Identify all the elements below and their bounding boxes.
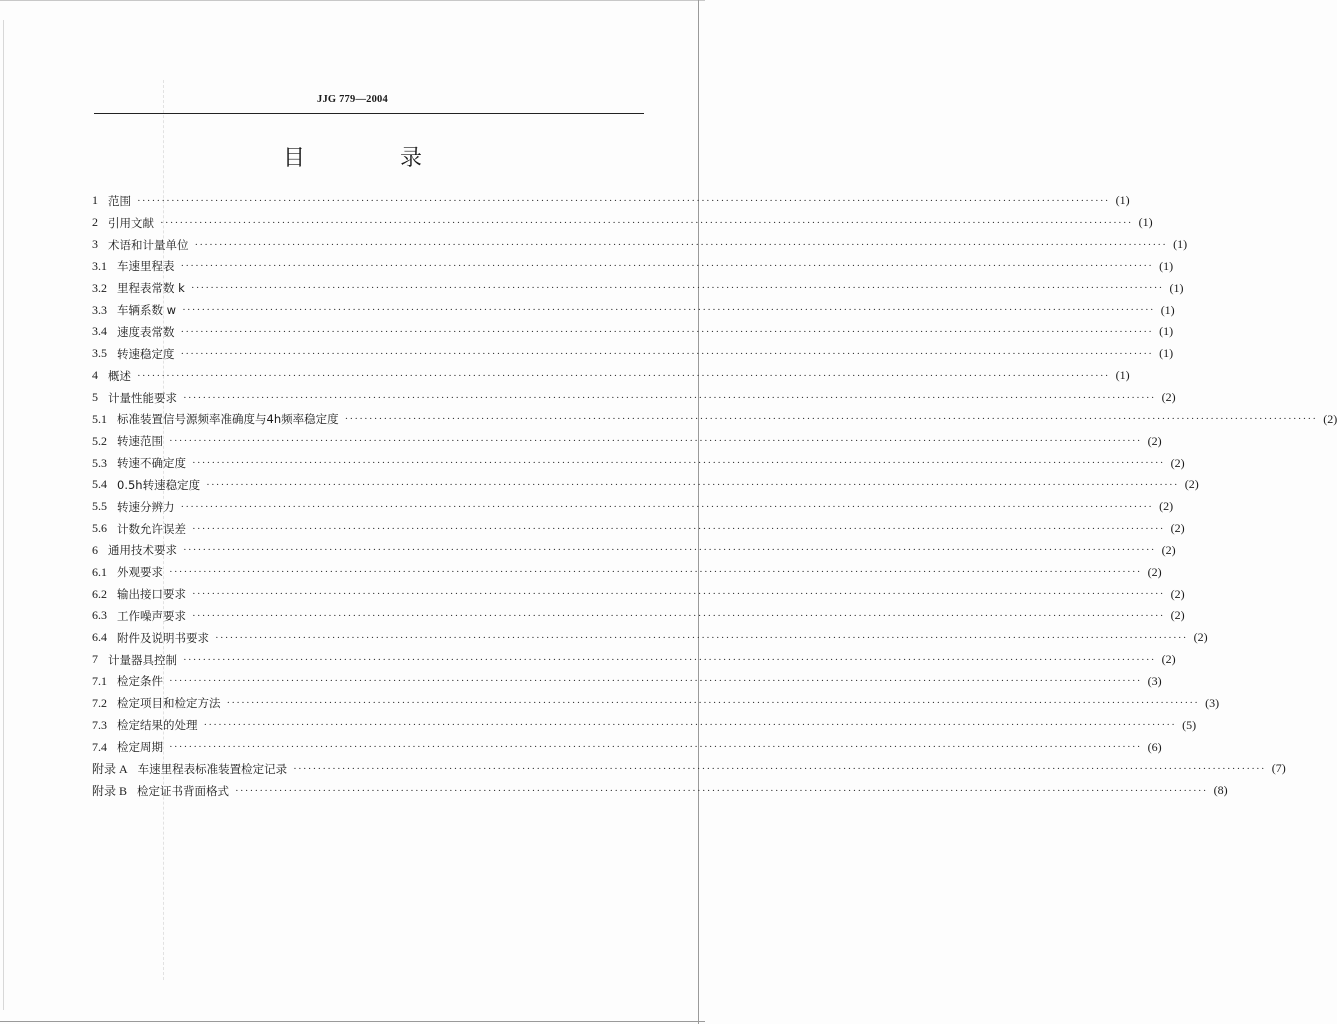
toc-entry-page: (2) (1147, 564, 1162, 579)
toc-entry-page: (1) (1159, 346, 1174, 361)
toc-entry-number: 6.2 (92, 586, 107, 601)
toc-entry-title: 检定结果的处理 (117, 718, 198, 733)
toc-entry-title: 范围 (108, 193, 131, 208)
toc-leader-dots: ········································································································································································································ (183, 391, 1156, 404)
toc-leader-dots: ········································································································································································································ (192, 522, 1165, 535)
toc-entry-number: 5.1 (92, 411, 107, 426)
toc-entry-title: 里程表常数 k (117, 281, 185, 296)
toc-entry-title: 输出接口要求 (117, 587, 186, 602)
toc-entry-number: 6 (92, 542, 98, 557)
toc-entry-number: 3.1 (92, 258, 107, 273)
toc-entry-page: (2) (1193, 630, 1208, 645)
toc-leader-dots: ········································································································································································································ (183, 653, 1156, 666)
toc-entry-page: (1) (1159, 324, 1174, 339)
toc-entry-title: 工作噪声要求 (117, 608, 186, 623)
header-rule (94, 113, 644, 114)
toc-entry-title: 转速不确定度 (117, 456, 186, 471)
toc-entry-title: 通用技术要求 (108, 543, 177, 558)
toc-entry-page: (1) (1115, 368, 1130, 383)
toc-entry[interactable] (92, 234, 1188, 256)
toc-entry-page: (2) (1170, 586, 1185, 601)
toc-entry-title: 概述 (108, 368, 131, 383)
toc-entry-title: 速度表常数 (117, 324, 175, 339)
toc-entry-title: 外观要求 (117, 565, 163, 580)
toc-entry-title: 检定证书背面格式 (137, 783, 230, 798)
toc-entry[interactable] (92, 758, 1286, 780)
toc-entry-number: 1 (92, 193, 98, 208)
toc-leader-dots: ········································································································································································································ (215, 631, 1188, 644)
toc-entry-number: 6.3 (92, 608, 107, 623)
toc-leader-dots: ········································································································································································································ (169, 741, 1142, 754)
toc-entry-title: 计量器具控制 (108, 652, 177, 667)
toc-entry-number: 6.1 (92, 564, 107, 579)
toc-leader-dots: ········································································································································································································ (206, 478, 1179, 491)
toc-entry-number: 5.4 (92, 477, 107, 492)
toc-entry-page: (2) (1184, 477, 1199, 492)
toc-entry-number: 5 (92, 390, 98, 405)
toc-entry-page: (2) (1161, 542, 1176, 557)
toc-leader-dots: ········································································································································································································ (203, 719, 1177, 732)
toc-leader-dots: ········································································································································································································ (192, 609, 1165, 622)
toc-leader-dots: ········································································································································································································ (169, 435, 1142, 448)
toc-entry-title: 转速稳定度 (117, 346, 175, 361)
toc-entry[interactable] (92, 212, 1153, 234)
toc-leader-dots: ········································································································································································································ (190, 282, 1164, 295)
toc-entry[interactable] (92, 518, 1185, 540)
toc-entry[interactable] (92, 430, 1162, 452)
toc-entry-page: (2) (1161, 652, 1176, 667)
toc-entry[interactable] (92, 627, 1208, 649)
toc-entry-number: 7.4 (92, 739, 107, 754)
toc-entry-number: 3.5 (92, 346, 107, 361)
toc-entry[interactable] (92, 583, 1185, 605)
toc-entry-page: (1) (1115, 193, 1130, 208)
toc-leader-dots: ········································································································································································································ (137, 369, 1110, 382)
toc-entry-number: 7.2 (92, 695, 107, 710)
toc-entry-page: (2) (1159, 499, 1174, 514)
toc-entry-number: 7.3 (92, 717, 107, 732)
toc-entry-title: 计量性能要求 (108, 390, 177, 405)
toc-leader-dots: ········································································································································································································ (180, 325, 1154, 338)
toc-entry[interactable] (92, 321, 1174, 343)
toc-leader-dots: ········································································································································································································ (293, 762, 1266, 775)
table-of-contents (92, 190, 1337, 802)
toc-entry-page: (1) (1173, 237, 1188, 252)
toc-entry-page: (2) (1170, 455, 1185, 470)
toc-entry-title: 检定项目和检定方法 (117, 696, 221, 711)
toc-entry[interactable] (92, 190, 1130, 212)
toc-leader-dots: ········································································································································································································ (194, 238, 1168, 251)
toc-entry[interactable] (92, 736, 1162, 758)
toc-entry[interactable] (92, 605, 1185, 627)
toc-entry-title: 计数允许误差 (117, 521, 186, 536)
toc-entry-page: (2) (1161, 390, 1176, 405)
toc-entry[interactable] (92, 671, 1162, 693)
toc-entry-title: 转速范围 (117, 434, 163, 449)
toc-entry-number: 5.5 (92, 499, 107, 514)
toc-leader-dots: ········································································································································································································ (180, 500, 1154, 513)
toc-leader-dots: ········································································································································································································ (226, 697, 1200, 710)
toc-leader-dots: ········································································································································································································ (192, 588, 1165, 601)
page-title: 目 录 (283, 146, 466, 171)
page-edge-top (0, 0, 705, 1)
standard-code-header: JJG 779—2004 (317, 94, 388, 105)
toc-entry[interactable] (92, 474, 1199, 496)
toc-entry-number: 5.2 (92, 433, 107, 448)
toc-entry-title: 车速里程表标准装置检定记录 (137, 761, 288, 776)
toc-entry-title: 转速分辨力 (117, 499, 175, 514)
toc-entry[interactable] (92, 277, 1184, 299)
toc-entry-title: 0.5h转速稳定度 (117, 477, 201, 492)
toc-entry-page: (8) (1213, 783, 1228, 798)
toc-entry-number: 3.2 (92, 280, 107, 295)
toc-leader-dots: ········································································································································································································ (183, 544, 1156, 557)
toc-entry-page: (7) (1271, 761, 1286, 776)
toc-entry[interactable] (92, 299, 1175, 321)
toc-entry[interactable] (92, 561, 1162, 583)
toc-entry-number: 附录 A (92, 762, 128, 777)
toc-entry-number: 3.4 (92, 324, 107, 339)
toc-entry-page: (1) (1160, 302, 1175, 317)
toc-entry-title: 检定周期 (117, 740, 163, 755)
toc-entry-page: (3) (1147, 673, 1162, 688)
toc-entry-page: (2) (1147, 433, 1162, 448)
toc-entry-number: 2 (92, 215, 98, 230)
toc-entry[interactable] (92, 343, 1174, 365)
toc-entry[interactable] (92, 540, 1176, 562)
toc-entry[interactable] (92, 408, 1337, 430)
toc-leader-dots: ········································································································································································································ (169, 675, 1142, 688)
toc-leader-dots: ········································································································································································································ (192, 457, 1165, 470)
toc-entry-number: 7.1 (92, 673, 107, 688)
toc-entry-title: 附件及说明书要求 (117, 630, 209, 645)
toc-entry[interactable] (92, 365, 1130, 387)
toc-entry-number: 5.6 (92, 521, 107, 536)
toc-entry-page: (5) (1182, 717, 1197, 732)
toc-entry[interactable] (92, 452, 1185, 474)
toc-entry-title: 标准装置信号源频率准确度与4h频率稳定度 (117, 412, 339, 427)
toc-entry-title: 车辆系数 w (117, 303, 177, 318)
toc-entry-page: (1) (1159, 258, 1174, 273)
toc-entry-number: 3.3 (92, 302, 107, 317)
toc-entry-title: 检定条件 (117, 674, 163, 689)
toc-entry-page: (2) (1170, 521, 1185, 536)
toc-entry[interactable] (92, 496, 1174, 518)
toc-entry-page: (2) (1170, 608, 1185, 623)
toc-entry-number: 5.3 (92, 455, 107, 470)
toc-entry-page: (6) (1147, 739, 1162, 754)
toc-entry-number: 附录 B (92, 784, 128, 799)
toc-entry-number: 6.4 (92, 630, 107, 645)
toc-entry-title: 引用文献 (108, 215, 154, 230)
toc-leader-dots: ········································································································································································································ (180, 260, 1154, 273)
toc-entry-page: (3) (1205, 695, 1220, 710)
toc-entry-page: (2) (1323, 411, 1337, 426)
toc-entry-title: 车速里程表 (117, 259, 175, 274)
toc-entry[interactable] (92, 649, 1176, 671)
toc-entry[interactable] (92, 692, 1220, 714)
toc-entry[interactable] (92, 256, 1174, 278)
toc-entry-number: 7 (92, 652, 98, 667)
toc-entry-page: (1) (1169, 280, 1184, 295)
toc-entry[interactable] (92, 780, 1228, 802)
toc-entry[interactable] (92, 714, 1197, 736)
toc-leader-dots: ········································································································································································································ (182, 304, 1155, 317)
toc-leader-dots: ········································································································································································································ (344, 413, 1318, 426)
toc-leader-dots: ········································································································································································································ (180, 347, 1154, 360)
toc-leader-dots: ········································································································································································································ (160, 216, 1133, 229)
toc-entry-page: (1) (1138, 215, 1153, 230)
toc-leader-dots: ········································································································································································································ (235, 784, 1208, 797)
toc-entry[interactable] (92, 387, 1176, 409)
toc-entry-title: 术语和计量单位 (108, 237, 189, 252)
toc-leader-dots: ········································································································································································································ (137, 194, 1110, 207)
toc-leader-dots: ········································································································································································································ (169, 566, 1142, 579)
toc-entry-number: 3 (92, 237, 98, 252)
toc-entry-number: 4 (92, 368, 98, 383)
page-edge-bottom (0, 1021, 705, 1022)
